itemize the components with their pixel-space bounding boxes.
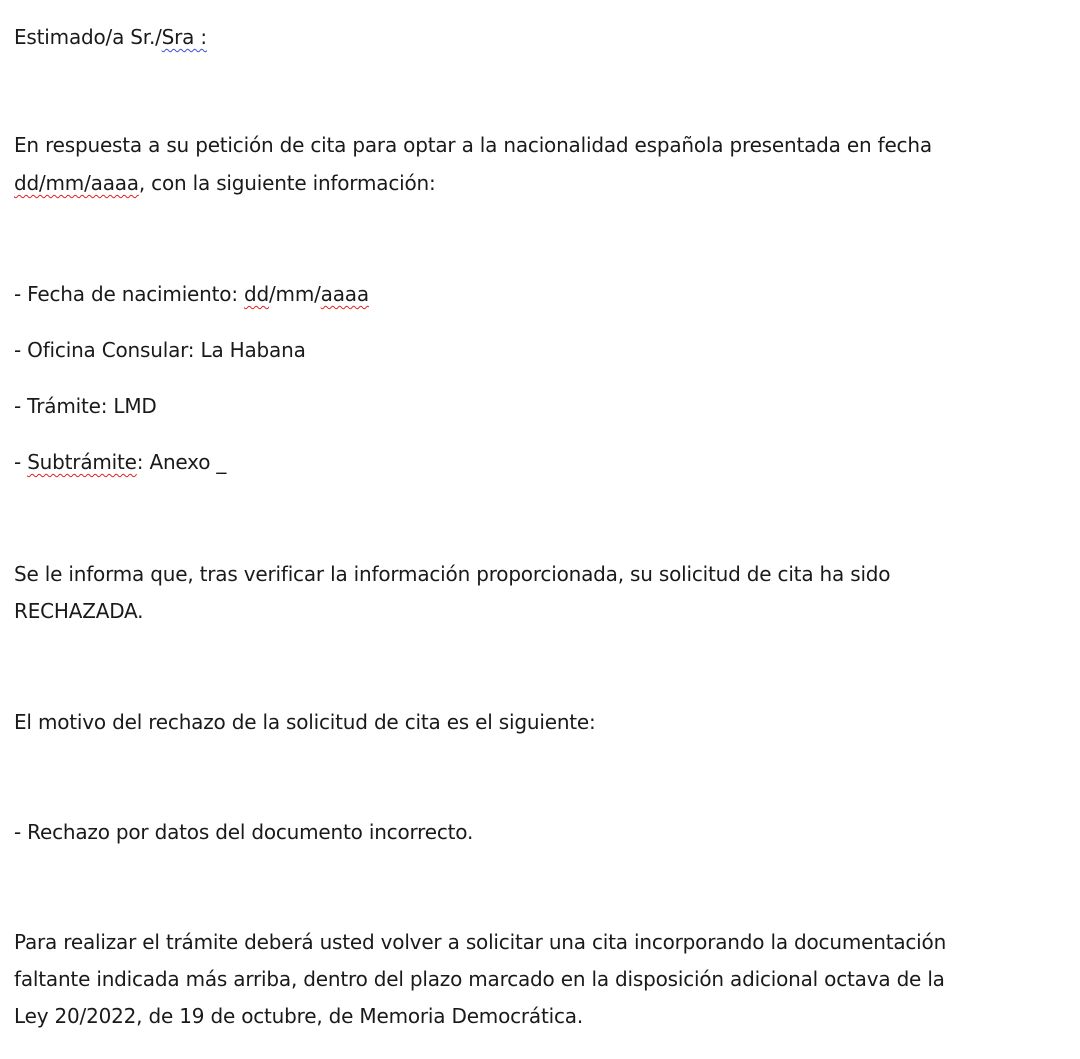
subprocedure-prefix: - [14, 450, 28, 474]
subprocedure-rest: : Anexo _ [136, 450, 227, 474]
reason-intro-line: El motivo del rechazo de la solicitud de cita es el siguiente: [14, 710, 596, 734]
birth-date-label: - Fecha de nacimiento: [14, 282, 245, 306]
birth-date-year: aaaa [320, 282, 369, 306]
subprocedure-flagged-word: Subtrámite [27, 450, 137, 474]
closing-line-2: faltante indicada más arriba, dentro del plazo marcado en la disposición adicional octava de la [14, 967, 945, 991]
reason-line: - Rechazo por datos del documento incorrecto. [14, 820, 474, 844]
birth-date-day: dd [244, 282, 270, 306]
intro-line-1: En respuesta a su petición de cita para optar a la nacionalidad española presentada en fecha [14, 133, 932, 157]
closing-line-1: Para realizar el trámite deberá usted volver a solicitar una cita incorporando la documentación [14, 930, 947, 954]
office-line: - Oficina Consular: La Habana [14, 338, 306, 362]
subprocedure-line [14, 445, 226, 479]
closing-line-3: Ley 20/2022, de 19 de octubre, de Memoria Democrática. [14, 1004, 583, 1028]
birth-date-line [14, 277, 369, 311]
greeting-line [14, 20, 207, 54]
procedure-line: - Trámite: LMD [14, 394, 157, 418]
greeting-prefix: Estimado/a Sr./ [14, 25, 162, 49]
result-line-1: Se le informa que, tras verificar la información proporcionada, su solicitud de cita ha sido [14, 562, 891, 586]
result-line-2: RECHAZADA. [14, 599, 144, 623]
intro-line-2-rest: , con la siguiente información: [138, 171, 436, 195]
intro-date-placeholder: dd/mm/aaaa [14, 171, 139, 195]
intro-line-2 [14, 166, 436, 200]
greeting-flagged-word: Sra : [161, 25, 207, 49]
birth-date-sep: /mm/ [269, 282, 321, 306]
letter-document [14, 0, 1070, 1059]
